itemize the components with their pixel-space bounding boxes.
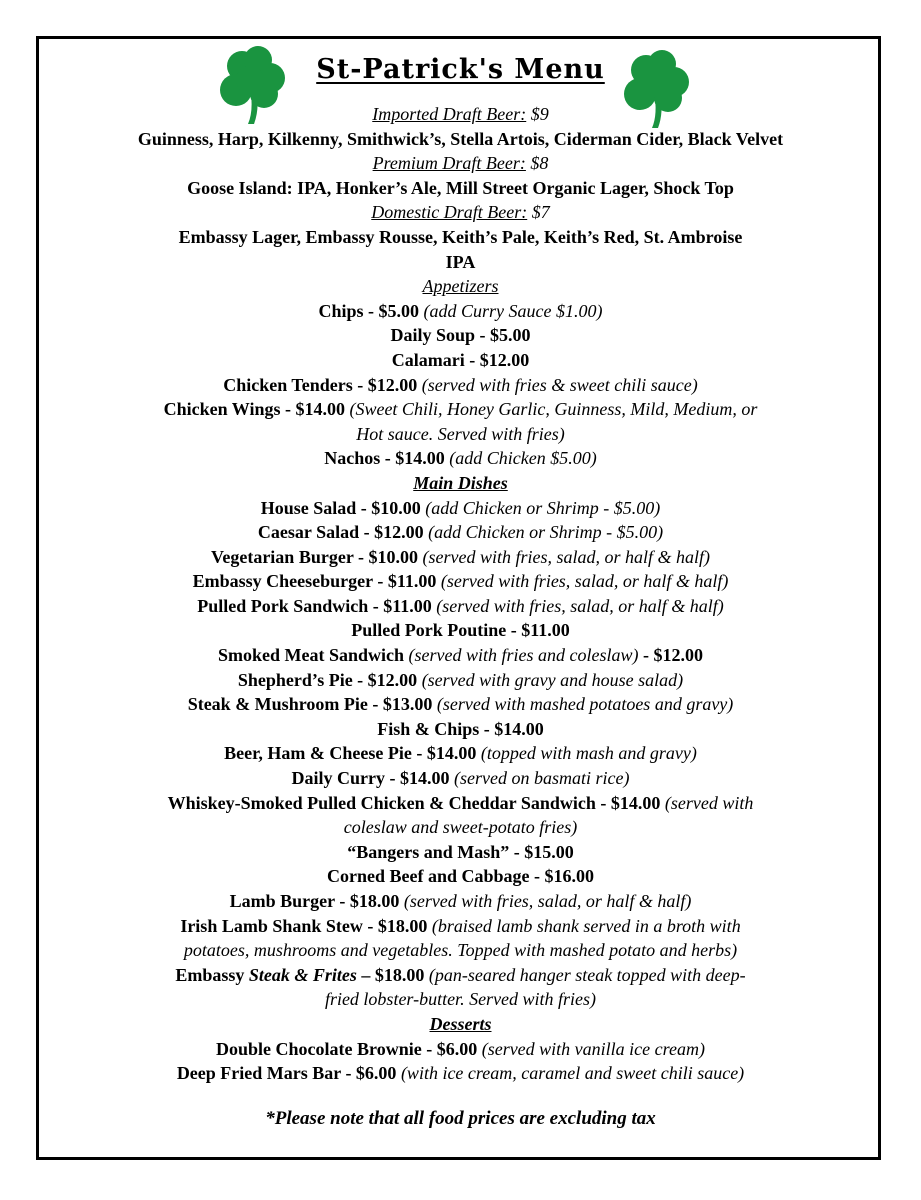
section-main-dishes: Main Dishes	[413, 472, 508, 493]
menu-item: Chips - $5.00 (add Curry Sauce $1.00)	[318, 300, 603, 321]
menu-item: Daily Curry - $14.00 (served on basmati rice)	[291, 768, 630, 789]
menu-item: Nachos - $14.00 (add Chicken $5.00)	[324, 448, 597, 469]
section-desserts: Desserts	[429, 1013, 492, 1034]
menu-item: Caesar Salad - $12.00 (add Chicken or Shrimp - $5.00)	[257, 522, 664, 543]
menu-item: Smoked Meat Sandwich (served with fries and coleslaw) - $12.00	[218, 645, 703, 666]
domestic-beer-list: Embassy Lager, Embassy Rousse, Keith’s Pale, Keith’s Red, St. Ambroise	[178, 226, 743, 247]
menu-item: Shepherd’s Pie - $12.00 (served with gravy and house salad)	[237, 669, 684, 690]
section-domestic-beer	[0, 200, 921, 225]
menu-item: Irish Lamb Shank Stew - $18.00 (braised lamb shank served in a broth with	[180, 915, 741, 936]
section-imported-beer	[0, 102, 921, 127]
menu-item: Chicken Wings - $14.00 (Sweet Chili, Honey Garlic, Guinness, Mild, Medium, or	[163, 399, 758, 420]
menu-item: Corned Beef and Cabbage - $16.00	[326, 866, 594, 887]
menu-item: Pulled Pork Poutine - $11.00	[351, 620, 570, 641]
section-appetizers: Appetizers	[422, 276, 499, 297]
menu-item-note-cont: fried lobster-butter. Served with fries)	[324, 989, 597, 1010]
domestic-beer-list-cont: IPA	[445, 251, 476, 272]
menu-item: Deep Fried Mars Bar - $6.00 (with ice cream, caramel and sweet chili sauce)	[176, 1063, 745, 1084]
menu-title: St-Patrick's Menu	[316, 54, 605, 85]
section-label: Domestic Draft Beer:	[371, 202, 528, 223]
menu-item: Beer, Ham & Cheese Pie - $14.00 (topped with mash and gravy)	[224, 743, 697, 764]
menu-item: Fish & Chips - $14.00	[377, 718, 544, 739]
menu-item-note-cont: potatoes, mushrooms and vegetables. Topped with mashed potato and herbs)	[183, 940, 738, 961]
section-label: Premium Draft Beer:	[372, 153, 526, 174]
menu-item: Embassy Steak & Frites – $18.00 (pan-seared hanger steak topped with deep-	[175, 964, 746, 985]
menu-item: Lamb Burger - $18.00 (served with fries, salad, or half & half)	[229, 891, 692, 911]
section-premium-beer	[0, 151, 921, 176]
menu-item: Double Chocolate Brownie - $6.00 (served with vanilla ice cream)	[216, 1038, 705, 1059]
menu-item: Daily Soup - $5.00	[390, 325, 531, 346]
menu-body	[0, 102, 921, 1086]
menu-item: Vegetarian Burger - $10.00 (served with fries, salad, or half & half)	[211, 546, 710, 567]
section-label: Imported Draft Beer:	[372, 104, 527, 124]
imported-beer-list: Guinness, Harp, Kilkenny, Smithwick’s, Stella Artois, Ciderman Cider, Black Velvet	[137, 128, 784, 149]
menu-item: Calamari - $12.00	[391, 349, 530, 370]
section-price: $7	[531, 202, 550, 223]
menu-item-note-cont: Hot sauce. Served with fries)	[356, 423, 565, 444]
menu-item: Whiskey-Smoked Pulled Chicken & Cheddar Sandwich - $14.00 (served with	[167, 792, 754, 813]
premium-beer-list: Goose Island: IPA, Honker’s Ale, Mill Street Organic Lager, Shock Top	[187, 177, 734, 198]
section-price: $9	[530, 104, 549, 124]
menu-item: Pulled Pork Sandwich - $11.00 (served with fries, salad, or half & half)	[197, 595, 724, 616]
tax-footnote: *Please note that all food prices are excluding tax	[265, 1108, 656, 1129]
menu-item: House Salad - $10.00 (add Chicken or Shrimp - $5.00)	[260, 497, 661, 518]
menu-item: Embassy Cheeseburger - $11.00 (served with fries, salad, or half & half)	[192, 571, 729, 592]
section-price: $8	[530, 153, 549, 174]
menu-item: “Bangers and Mash” - $15.00	[347, 841, 574, 862]
menu-item-note-cont: coleslaw and sweet-potato fries)	[343, 817, 578, 838]
menu-item: Steak & Mushroom Pie - $13.00 (served with mashed potatoes and gravy)	[187, 694, 734, 715]
menu-item: Chicken Tenders - $12.00 (served with fries & sweet chili sauce)	[223, 374, 698, 395]
